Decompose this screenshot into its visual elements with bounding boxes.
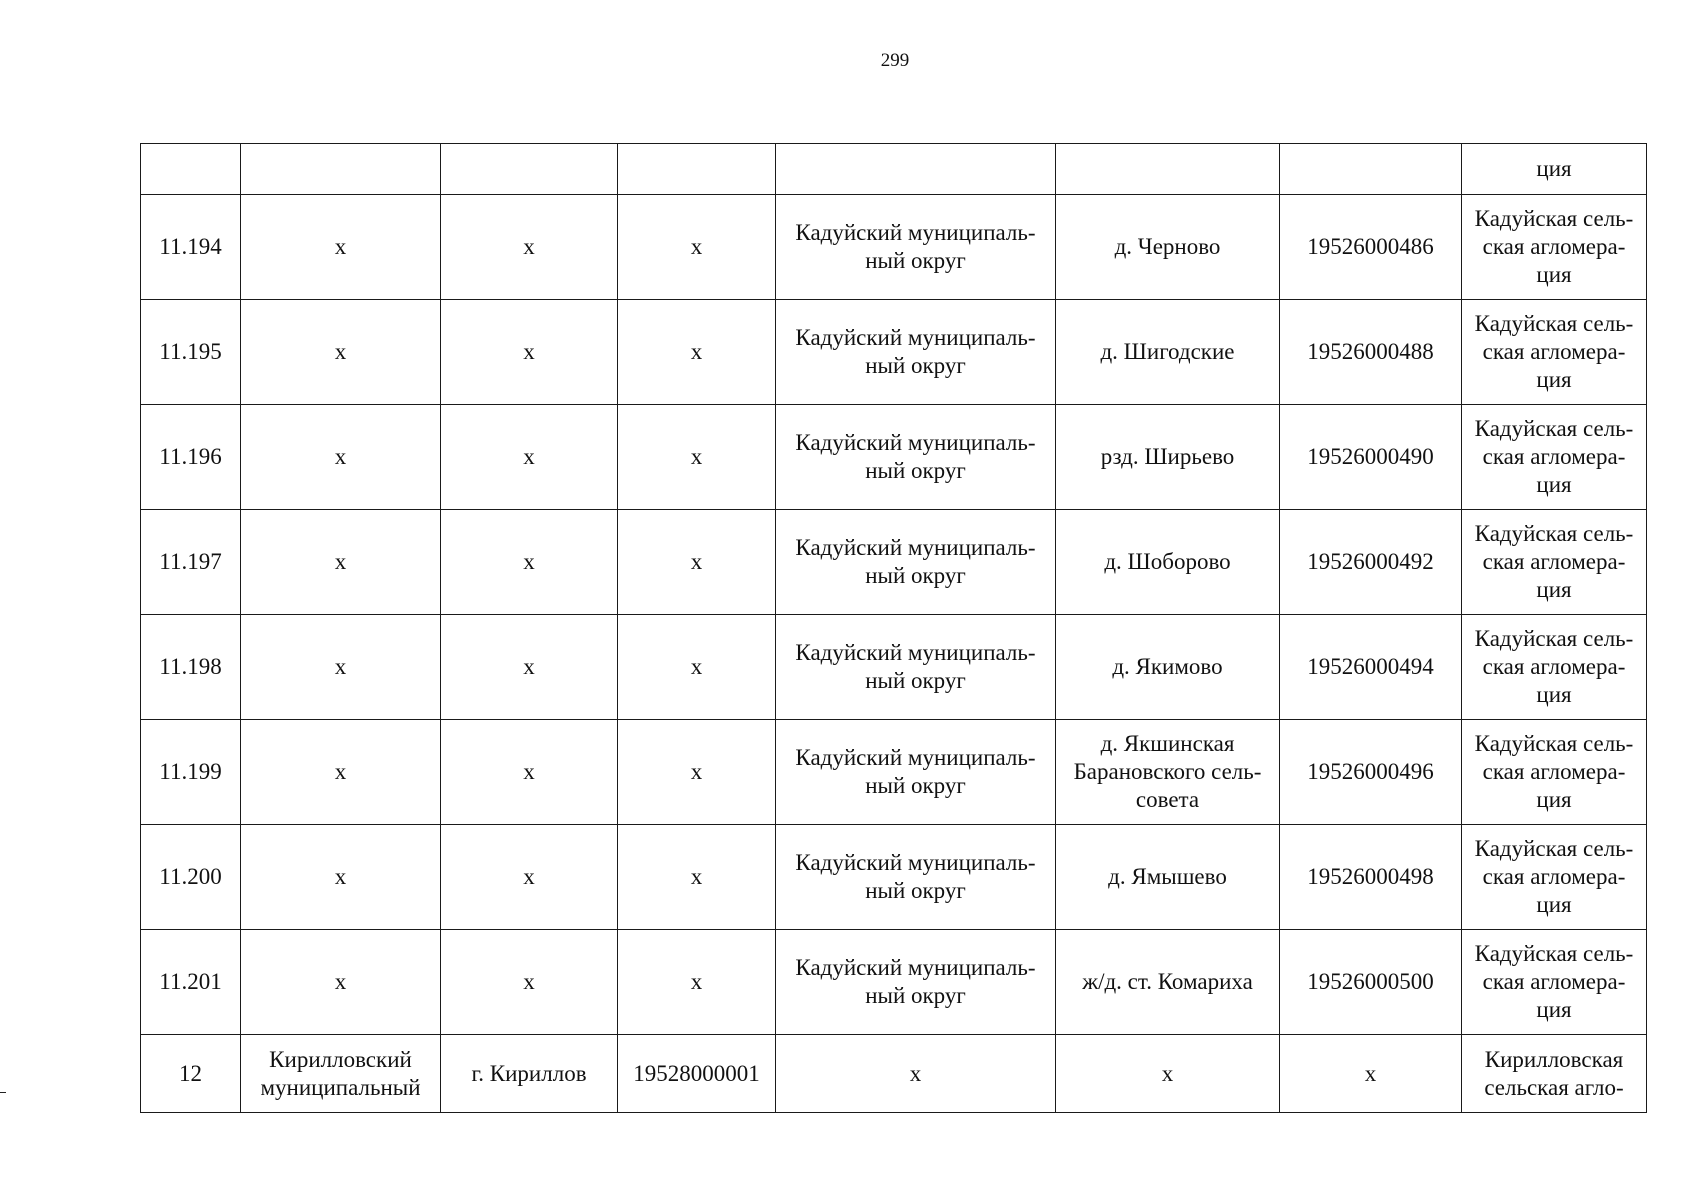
cell-agglomeration: ция xyxy=(1462,144,1647,195)
cell-settlement: д. Шигодские xyxy=(1056,300,1280,405)
cell-number: 11.198 xyxy=(141,615,241,720)
cell-district-code: 19528000001 xyxy=(618,1035,776,1113)
cell-center: х xyxy=(441,300,618,405)
cell-number: 11.197 xyxy=(141,510,241,615)
cell-district-code xyxy=(618,144,776,195)
cell-municipality: х xyxy=(776,1035,1056,1113)
cell-municipality: Кадуйский муниципаль-ный округ xyxy=(776,405,1056,510)
cell-district: х xyxy=(241,615,441,720)
cell-municipality: Кадуйский муниципаль-ный округ xyxy=(776,825,1056,930)
cell-number: 11.199 xyxy=(141,720,241,825)
cell-agglomeration: Кирилловская сельская агло- xyxy=(1462,1035,1647,1113)
table-row xyxy=(141,195,1647,300)
cell-agglomeration: Кадуйская сель-ская агломера-ция xyxy=(1462,930,1647,1035)
cell-settlement-code: 19526000490 xyxy=(1280,405,1462,510)
cell-district: х xyxy=(241,510,441,615)
cell-district: х xyxy=(241,720,441,825)
cell-district-code: х xyxy=(618,720,776,825)
cell-municipality: Кадуйский муниципаль-ный округ xyxy=(776,720,1056,825)
cell-municipality: Кадуйский муниципаль-ный округ xyxy=(776,510,1056,615)
cell-center: х xyxy=(441,930,618,1035)
page-number: 299 xyxy=(880,50,910,71)
cell-number: 11.194 xyxy=(141,195,241,300)
cell-district: х xyxy=(241,825,441,930)
table-row xyxy=(141,405,1647,510)
cell-settlement xyxy=(1056,144,1280,195)
table-row xyxy=(141,510,1647,615)
table-row xyxy=(141,825,1647,930)
cell-district-code: х xyxy=(618,195,776,300)
cell-settlement-code: 19526000486 xyxy=(1280,195,1462,300)
cell-number: 11.195 xyxy=(141,300,241,405)
table-row-continuation xyxy=(141,144,1647,195)
margin-mark xyxy=(0,1092,6,1093)
cell-district-code: х xyxy=(618,300,776,405)
table-row xyxy=(141,300,1647,405)
cell-district: Кирилловский муниципальный xyxy=(241,1035,441,1113)
table-row xyxy=(141,720,1647,825)
cell-district: х xyxy=(241,195,441,300)
cell-settlement: д. Ямышево xyxy=(1056,825,1280,930)
cell-district-code: х xyxy=(618,825,776,930)
cell-district: х xyxy=(241,300,441,405)
cell-agglomeration: Кадуйская сель-ская агломера-ция xyxy=(1462,405,1647,510)
cell-settlement-code: 19526000500 xyxy=(1280,930,1462,1035)
cell-number: 12 xyxy=(141,1035,241,1113)
registry-table xyxy=(140,143,1647,1113)
cell-settlement: д. Якимово xyxy=(1056,615,1280,720)
cell-center xyxy=(441,144,618,195)
cell-municipality: Кадуйский муниципаль-ный округ xyxy=(776,615,1056,720)
cell-center: х xyxy=(441,195,618,300)
cell-agglomeration: Кадуйская сель-ская агломера-ция xyxy=(1462,510,1647,615)
cell-agglomeration: Кадуйская сель-ская агломера-ция xyxy=(1462,615,1647,720)
cell-settlement: х xyxy=(1056,1035,1280,1113)
table-row xyxy=(141,930,1647,1035)
table-row xyxy=(141,1035,1647,1113)
cell-settlement-code xyxy=(1280,144,1462,195)
cell-settlement-code: 19526000498 xyxy=(1280,825,1462,930)
cell-settlement-code: 19526000494 xyxy=(1280,615,1462,720)
cell-agglomeration: Кадуйская сель-ская агломера-ция xyxy=(1462,300,1647,405)
cell-district-code: х xyxy=(618,615,776,720)
cell-center: х xyxy=(441,825,618,930)
cell-municipality: Кадуйский муниципаль-ный округ xyxy=(776,300,1056,405)
cell-settlement: д. Шоборово xyxy=(1056,510,1280,615)
cell-district-code: х xyxy=(618,405,776,510)
cell-settlement: д. Якшинская Барановского сель-совета xyxy=(1056,720,1280,825)
cell-settlement-code: 19526000492 xyxy=(1280,510,1462,615)
table-body xyxy=(141,144,1647,1113)
cell-district: х xyxy=(241,405,441,510)
cell-agglomeration: Кадуйская сель-ская агломера-ция xyxy=(1462,825,1647,930)
cell-number: 11.196 xyxy=(141,405,241,510)
cell-settlement-code: х xyxy=(1280,1035,1462,1113)
cell-municipality xyxy=(776,144,1056,195)
table-row xyxy=(141,615,1647,720)
cell-center: г. Кириллов xyxy=(441,1035,618,1113)
cell-agglomeration: Кадуйская сель-ская агломера-ция xyxy=(1462,195,1647,300)
cell-municipality: Кадуйский муниципаль-ный округ xyxy=(776,930,1056,1035)
cell-settlement: ж/д. ст. Комариха xyxy=(1056,930,1280,1035)
cell-center: х xyxy=(441,615,618,720)
cell-municipality: Кадуйский муниципаль-ный округ xyxy=(776,195,1056,300)
cell-center: х xyxy=(441,720,618,825)
cell-number: 11.200 xyxy=(141,825,241,930)
cell-district-code: х xyxy=(618,510,776,615)
cell-center: х xyxy=(441,405,618,510)
cell-agglomeration: Кадуйская сель-ская агломера-ция xyxy=(1462,720,1647,825)
cell-settlement: рзд. Ширьево xyxy=(1056,405,1280,510)
cell-district: х xyxy=(241,930,441,1035)
cell-center: х xyxy=(441,510,618,615)
cell-settlement-code: 19526000496 xyxy=(1280,720,1462,825)
cell-number xyxy=(141,144,241,195)
cell-district-code: х xyxy=(618,930,776,1035)
cell-number: 11.201 xyxy=(141,930,241,1035)
cell-district xyxy=(241,144,441,195)
cell-settlement: д. Черново xyxy=(1056,195,1280,300)
cell-settlement-code: 19526000488 xyxy=(1280,300,1462,405)
